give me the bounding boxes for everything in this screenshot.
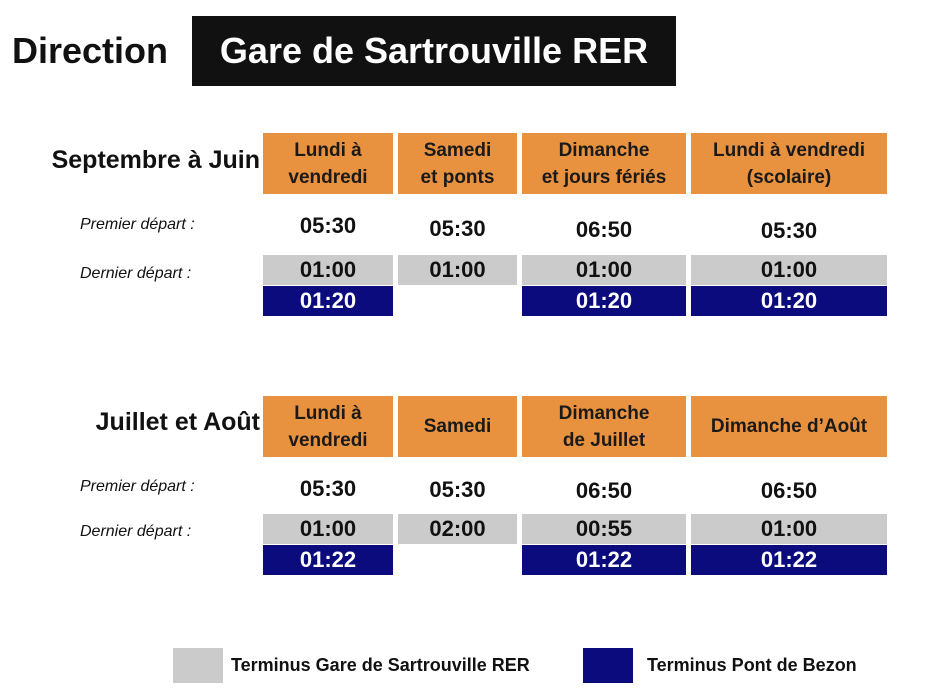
header-line: Lundi à: [294, 139, 362, 161]
last-departure-blue: 01:20: [691, 286, 887, 316]
header-col3: [522, 396, 686, 457]
first-departure-time: 05:30: [299, 476, 357, 501]
direction-label: Direction: [12, 30, 169, 71]
last-departure-blue: 01:22: [691, 545, 887, 575]
last-departure-grey: 01:00: [398, 255, 517, 285]
first-departure-label: Premier départ :: [80, 216, 195, 233]
first-departure-time: 06:50: [760, 478, 818, 503]
header-line: vendredi: [288, 429, 368, 451]
last-departure-label: Dernier départ :: [80, 523, 192, 540]
header-col2: [398, 133, 517, 194]
section-title-septembre-juin: Septembre à Juin: [51, 146, 260, 174]
last-departure-grey: 01:00: [263, 255, 393, 285]
header-col1: [263, 133, 393, 194]
last-departure-grey: 01:00: [691, 255, 887, 285]
header-line: Lundi à vendredi: [712, 139, 866, 161]
last-departure-blue: 01:22: [263, 545, 393, 575]
last-departure-blue: 01:20: [263, 286, 393, 316]
header-col1: [263, 396, 393, 457]
first-departure-label: Premier départ :: [80, 478, 195, 495]
section-title-juillet-aout: Juillet et Août: [95, 408, 260, 436]
header-col3: [522, 133, 686, 194]
header-line: et ponts: [420, 166, 495, 188]
first-departure-time: 05:30: [760, 218, 818, 243]
first-departure-time: 05:30: [429, 477, 486, 502]
header-line: vendredi: [288, 166, 368, 188]
first-departure-time: 05:30: [299, 213, 357, 238]
header-line: Dimanche d’Août: [710, 416, 868, 437]
header-line: Samedi: [423, 416, 492, 437]
header-line: Dimanche: [558, 139, 650, 161]
last-departure-grey: 01:00: [263, 514, 393, 544]
last-departure-blue: 01:22: [522, 545, 686, 575]
legend-label-grey: Terminus Gare de Sartrouville RER: [231, 655, 530, 675]
last-departure-grey: 01:00: [522, 255, 686, 285]
first-departure-time: 06:50: [575, 478, 633, 503]
destination-title: Gare de Sartrouville RER: [192, 16, 676, 86]
header-col4: [691, 396, 887, 457]
legend-swatch-blue: [583, 648, 633, 683]
header-line: Samedi: [423, 139, 492, 161]
legend-swatch-grey: [173, 648, 223, 683]
header-line: Dimanche: [558, 402, 650, 424]
last-departure-blue: 01:20: [522, 286, 686, 316]
header-col4: [691, 133, 887, 194]
last-departure-grey: 01:00: [691, 514, 887, 544]
header-col2: [398, 396, 517, 457]
last-departure-label: Dernier départ :: [80, 265, 192, 282]
header-line: Lundi à: [294, 402, 362, 424]
header-line: de Juillet: [562, 429, 646, 451]
first-departure-time: 06:50: [575, 217, 633, 242]
header-line: (scolaire): [746, 166, 832, 188]
header-line: et jours fériés: [541, 166, 667, 188]
first-departure-time: 05:30: [429, 216, 486, 241]
last-departure-grey: 00:55: [522, 514, 686, 544]
legend-label-blue: Terminus Pont de Bezon: [647, 655, 857, 675]
last-departure-grey: 02:00: [398, 514, 517, 544]
